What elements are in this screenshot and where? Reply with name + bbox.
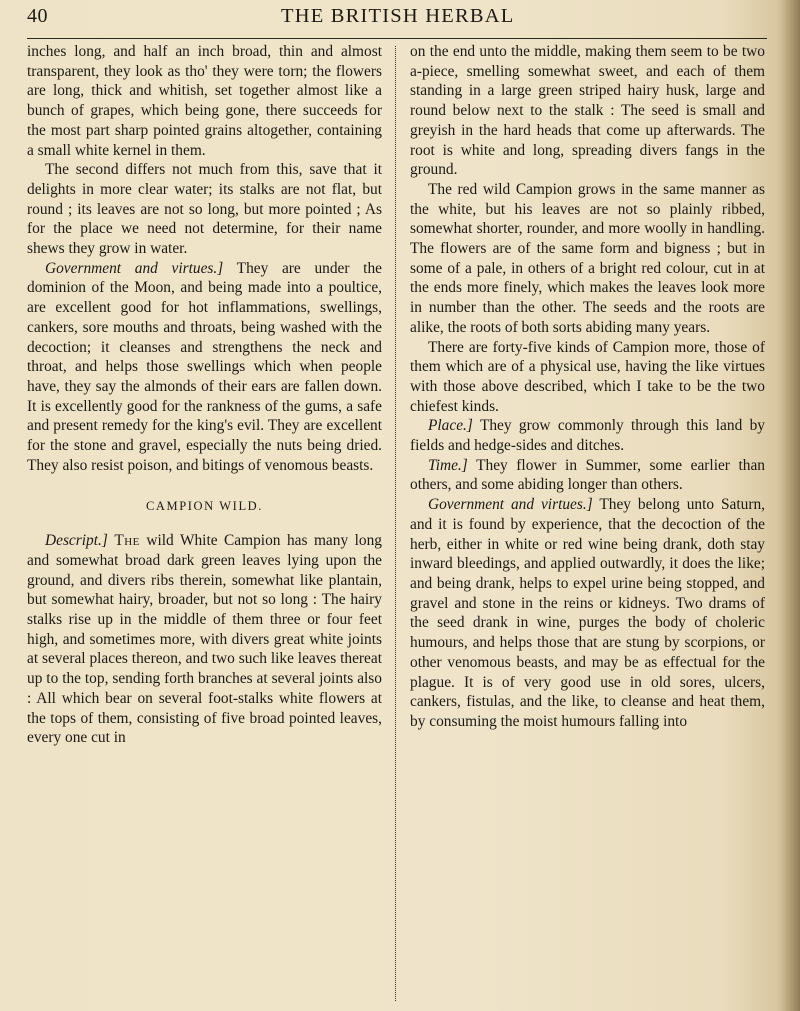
paragraph-text: They belong unto Saturn, and it is found by experience, that the decoction of the herb, either in white or red wine being drank, doth stay inward bleedings, and applied outwardly, it does the like; and being drank, helps to expel urine being stopped, and gravel and stone in the reins or kidneys. Two drams of the seed drank in wine, purges the body of choleric humours, and helps those that are stung by scorpions, or other venomous beasts, and may be as effectual for the plague. It is of very good use in old sores, ulcers, cankers, fistulas, and the like, to cleanse and heat them, by consuming the moist humours falling into [410,496,765,730]
running-title: THE BRITISH HERBAL [281,5,515,27]
paragraph-text: wild White Campion has many long and somewhat broad dark green leaves lying upon the ground, and divers ribs therein, somewhat like plantain, but somewhat hairy, broader, but not so long : The hairy stalks rise up in the middle of them three or four feet high, and sometimes more, with divers great white joints at several places thereon, and two such like leaves thereat up to the top, sending forth branches at several joints also : All which bear on several foot-stalks white flowers at the tops of them, consisting of five broad pointed leaves, every one cut in [27,532,382,747]
paragraph [27,259,382,476]
paragraph [410,416,765,455]
paragraph: on the end unto the middle, making them seem to be two a-piece, smelling somewhat sweet, and each of them standing in a large green striped hairy husk, large and round below next to the stalk : The seed is small and greyish in the hard heads that come up afterwards. The root is white and long, spreading divers fangs in the ground. [410,43,765,179]
paragraph-text: They are under the dominion of the Moon, and being made into a poultice, are excellent good for hot inflammations, swellings, cankers, sore mouths and throats, being washed with the decoction; it cleanses and strengthens the neck and throat, and helps those swellings which when people have, they say the almonds of their ears are fallen down. It is excellently good for the rankness of the gums, a safe and present remedy for the king's evil. They are excellent for the stone and gravel, especially the nuts being dried. They also resist poison, and bitings of venomous beasts. [27,259,382,474]
paragraph [410,495,765,731]
left-column [27,42,382,748]
paragraph: inches long, and half an inch broad, thin and almost transparent, they look as tho' they were torn; the flowers are long, thick and whitish, set together almost like a bunch of grapes, which being gone, there succeeds for the most part sharp pointed grains altogether, containing a small white kernel in them. [27,43,382,159]
section-heading: CAMPION WILD. [145,499,264,514]
right-column [410,42,765,732]
paragraph-text: They grow commonly through this land by fields and hedge-sides and ditches. [410,417,765,455]
paragraph: The second differs not much from this, save that it delights in more clear water; its stalks are not flat, but round ; its leaves are not so long, but more pointed ; As for the place we need not determine, for their name shews they grow in water. [27,161,382,258]
section-label: Descript.] [45,532,108,550]
section-label: Time.] [428,456,468,474]
lead-word: The [114,532,140,550]
header-rule [27,38,767,39]
paragraph: The red wild Campion grows in the same manner as the white, but his leaves are not so plainly ribbed, somewhat shorter, rounder, and more woolly in handling. The flowers are of the same form and bigness ; but in some of a pale, in others of a bright red colour, cut in at the ends more finely, which makes the leaves look more in number than the other. The seeds and the roots are alike, the roots of both sorts abiding many years. [410,180,765,336]
section-label: Government and virtues.] [428,496,593,514]
page-header [27,5,767,39]
page-number: 40 [27,5,48,27]
paragraph [27,531,382,748]
section-label: Government and virtues.] [45,259,224,277]
paragraph-text: They flower in Summer, some earlier than others, and some abiding longer than others. [410,456,765,494]
page-edge-shadow [782,0,800,1011]
paragraph: There are forty-five kinds of Campion more, those of them which are of a physical use, having the like virtues with those above described, which I take to be the two chiefest kinds. [410,338,765,415]
paragraph [410,456,765,495]
section-label: Place.] [428,417,473,435]
column-divider [395,46,396,1001]
